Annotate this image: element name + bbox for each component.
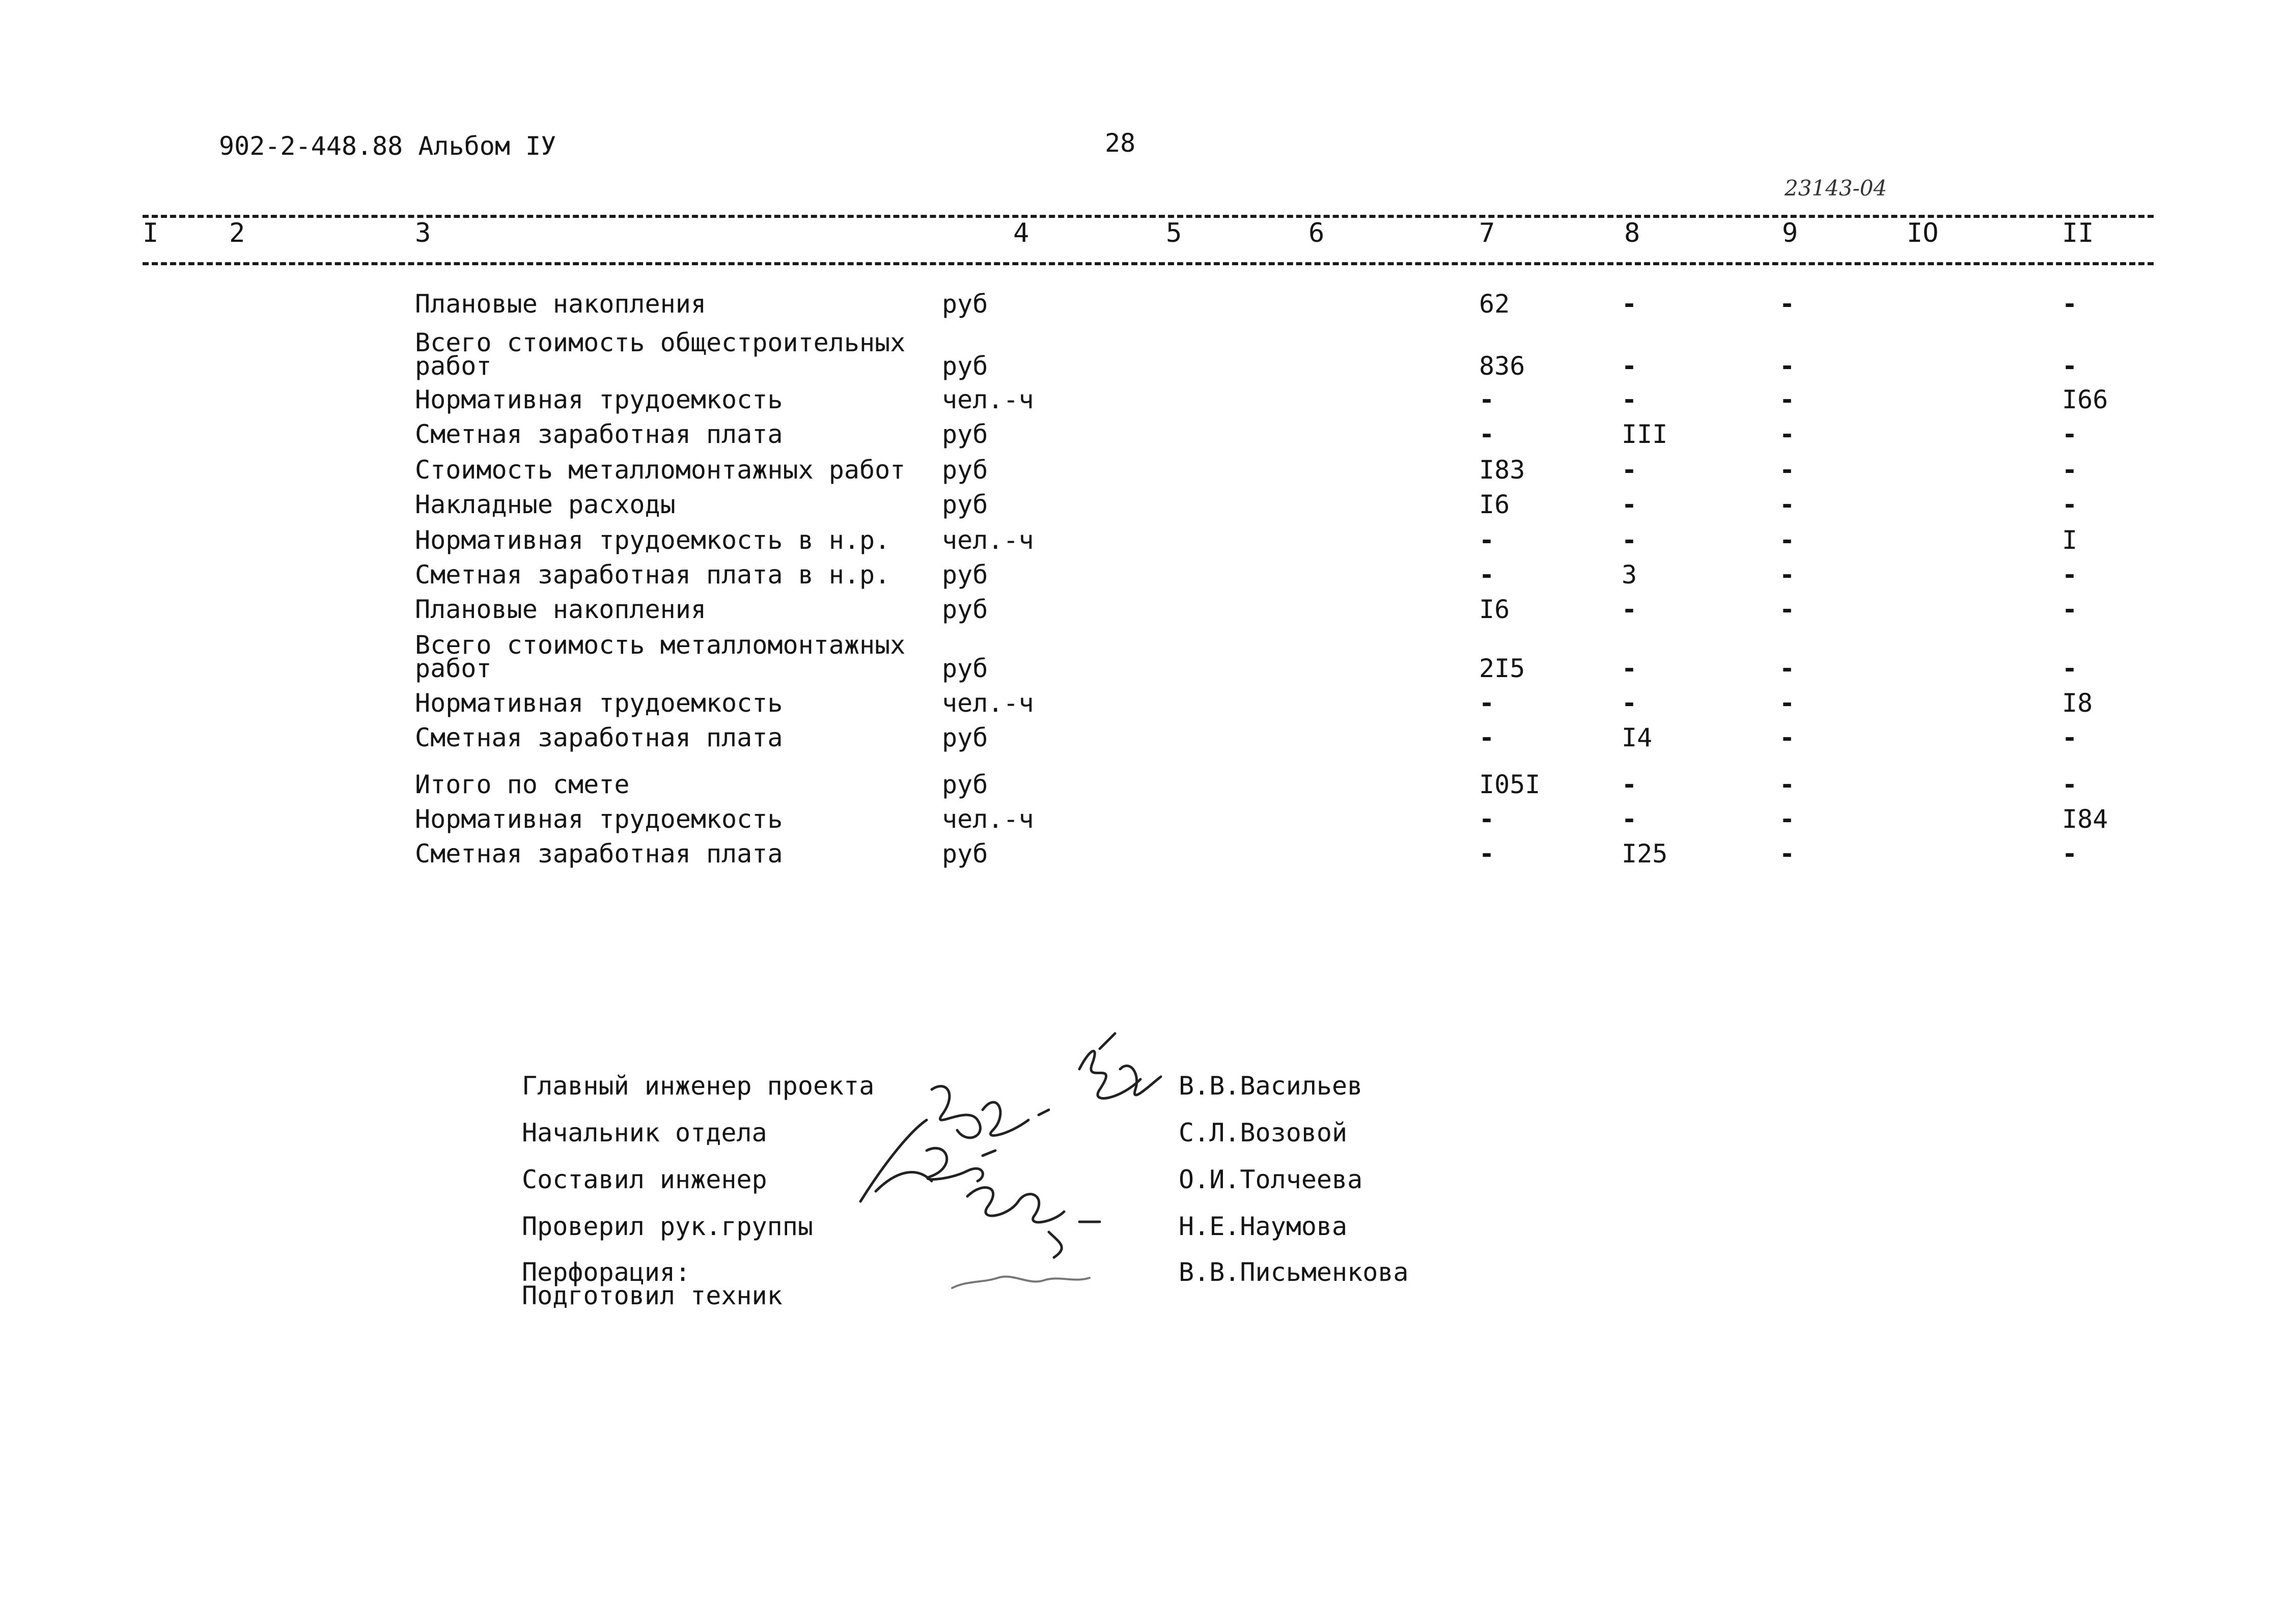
signature-stroke	[927, 1148, 983, 1181]
signature-role: Перфорация:	[522, 1257, 691, 1287]
row-unit: руб	[942, 455, 988, 485]
row-value-c7: -	[1479, 385, 1495, 414]
row-value-c9: -	[1779, 385, 1795, 414]
bottom-dashed-rule	[143, 262, 2154, 265]
column-number: 3	[415, 218, 431, 248]
row-value-c9: -	[1779, 289, 1795, 319]
row-unit: руб	[942, 595, 988, 624]
row-value-c9: -	[1779, 525, 1795, 555]
row-label: работ	[415, 654, 492, 683]
row-value-c7: 62	[1479, 289, 1510, 319]
row-value-c8: -	[1622, 770, 1637, 799]
signature-stroke	[983, 1151, 995, 1156]
row-value-c9: -	[1779, 455, 1795, 485]
row-label: Сметная заработная плата	[415, 723, 783, 752]
row-unit: руб	[942, 560, 988, 590]
signature-stroke	[1049, 1232, 1062, 1257]
signature-name: Н.Е.Наумова	[1179, 1212, 1348, 1241]
signature-role: Начальник отдела	[522, 1118, 767, 1147]
row-value-c8: -	[1622, 289, 1637, 319]
row-label: Всего стоимость металломонтажных	[415, 630, 906, 660]
signature-role: Проверил рук.группы	[522, 1212, 813, 1241]
row-label: Плановые накопления	[415, 595, 706, 624]
row-value-c9: -	[1779, 654, 1795, 683]
row-value-c8: I4	[1622, 723, 1653, 752]
row-unit: руб	[942, 770, 988, 799]
handwritten-signatures	[815, 1028, 1171, 1293]
signature-stroke	[952, 1277, 1090, 1288]
row-value-c8: -	[1622, 351, 1637, 381]
row-value-c9: -	[1779, 351, 1795, 381]
row-value-c11: -	[2062, 490, 2078, 519]
column-number: IO	[1907, 218, 1939, 248]
signature-stroke	[860, 1120, 927, 1201]
row-unit: руб	[942, 723, 988, 752]
column-number: I	[143, 218, 159, 248]
signature-stroke	[876, 1172, 932, 1191]
row-value-c9: -	[1779, 595, 1795, 624]
row-value-c9: -	[1779, 560, 1795, 590]
signature-name: В.В.Письменкова	[1179, 1257, 1409, 1287]
row-value-c11: -	[2062, 419, 2078, 449]
row-label: Всего стоимость общестроительных	[415, 328, 906, 357]
signature-role: Подготовил техник	[522, 1281, 783, 1310]
row-label: Нормативная трудоемкость	[415, 688, 783, 718]
signature-name: В.В.Васильев	[1179, 1071, 1363, 1101]
row-unit: руб	[942, 419, 988, 449]
row-value-c11: -	[2062, 351, 2078, 381]
row-unit: руб	[942, 654, 988, 683]
row-label: Накладные расходы	[415, 490, 676, 519]
signature-stroke	[1079, 1051, 1140, 1099]
row-value-c8: -	[1622, 804, 1637, 834]
row-label: Плановые накопления	[415, 289, 706, 319]
signature-name: О.И.Толчеева	[1179, 1165, 1363, 1194]
row-value-c11: -	[2062, 595, 2078, 624]
page-number: 28	[1105, 128, 1136, 158]
row-value-c11: -	[2062, 455, 2078, 485]
row-value-c11: I	[2062, 525, 2078, 555]
column-number: 4	[1013, 218, 1029, 248]
row-unit: руб	[942, 289, 988, 319]
document-code: 902-2-448.88 Альбом IУ	[219, 131, 556, 161]
row-value-c7: -	[1479, 525, 1495, 555]
row-value-c11: -	[2062, 770, 2078, 799]
signature-stroke	[1039, 1110, 1049, 1115]
row-unit: чел.-ч	[942, 688, 1034, 718]
row-value-c11: -	[2062, 654, 2078, 683]
row-value-c8: I25	[1622, 839, 1668, 869]
signature-stroke	[967, 1188, 1064, 1222]
row-label: Стоимость металломонтажных работ	[415, 455, 906, 485]
row-value-c9: -	[1779, 839, 1795, 869]
inventory-number: 23143-04	[1785, 176, 1887, 201]
row-value-c8: -	[1622, 490, 1637, 519]
column-number: 2	[229, 218, 245, 248]
top-dashed-rule	[143, 215, 2154, 218]
row-value-c7: -	[1479, 723, 1495, 752]
row-value-c7: 2I5	[1479, 654, 1525, 683]
row-label: Итого по смете	[415, 770, 630, 799]
column-number: 9	[1782, 218, 1798, 248]
row-value-c9: -	[1779, 490, 1795, 519]
signature-stroke	[932, 1086, 980, 1138]
row-value-c9: -	[1779, 419, 1795, 449]
row-value-c7: -	[1479, 804, 1495, 834]
signature-stroke	[1100, 1033, 1115, 1049]
signature-stroke	[983, 1102, 1028, 1135]
row-value-c7: -	[1479, 560, 1495, 590]
row-value-c8: -	[1622, 525, 1637, 555]
row-value-c7: I6	[1479, 595, 1510, 624]
row-value-c7: I6	[1479, 490, 1510, 519]
row-value-c7: -	[1479, 688, 1495, 718]
row-unit: чел.-ч	[942, 385, 1034, 414]
row-value-c11: -	[2062, 289, 2078, 319]
row-value-c9: -	[1779, 723, 1795, 752]
row-label: работ	[415, 351, 492, 381]
row-label: Сметная заработная плата в н.р.	[415, 560, 890, 590]
row-value-c8: -	[1622, 385, 1637, 414]
signature-name: С.Л.Возовой	[1179, 1118, 1348, 1147]
row-value-c8: III	[1622, 419, 1668, 449]
row-label: Нормативная трудоемкость	[415, 385, 783, 414]
row-value-c11: -	[2062, 560, 2078, 590]
row-unit: чел.-ч	[942, 525, 1034, 555]
row-value-c8: -	[1622, 654, 1637, 683]
row-label: Нормативная трудоемкость в н.р.	[415, 525, 890, 555]
row-label: Сметная заработная плата	[415, 419, 783, 449]
row-value-c11: -	[2062, 839, 2078, 869]
row-value-c8: 3	[1622, 560, 1637, 590]
signature-role: Главный инженер проекта	[522, 1071, 875, 1101]
row-unit: руб	[942, 351, 988, 381]
row-unit: руб	[942, 490, 988, 519]
row-value-c11: I66	[2062, 385, 2108, 414]
row-unit: руб	[942, 839, 988, 869]
column-number: 5	[1166, 218, 1182, 248]
column-number: 8	[1624, 218, 1640, 248]
row-value-c11: I84	[2062, 804, 2108, 834]
row-value-c7: -	[1479, 419, 1495, 449]
row-value-c9: -	[1779, 688, 1795, 718]
row-value-c11: -	[2062, 723, 2078, 752]
row-value-c7: 836	[1479, 351, 1525, 381]
row-value-c7: -	[1479, 839, 1495, 869]
signature-role: Составил инженер	[522, 1165, 767, 1194]
row-value-c7: I05I	[1479, 770, 1541, 799]
row-value-c7: I83	[1479, 455, 1525, 485]
column-number: 6	[1308, 218, 1325, 248]
row-value-c8: -	[1622, 595, 1637, 624]
row-label: Нормативная трудоемкость	[415, 804, 783, 834]
column-number: 7	[1479, 218, 1495, 248]
row-value-c9: -	[1779, 770, 1795, 799]
row-value-c8: -	[1622, 688, 1637, 718]
row-value-c8: -	[1622, 455, 1637, 485]
row-value-c11: I8	[2062, 688, 2093, 718]
column-number: II	[2062, 218, 2094, 248]
row-value-c9: -	[1779, 804, 1795, 834]
row-unit: чел.-ч	[942, 804, 1034, 834]
row-label: Сметная заработная плата	[415, 839, 783, 869]
